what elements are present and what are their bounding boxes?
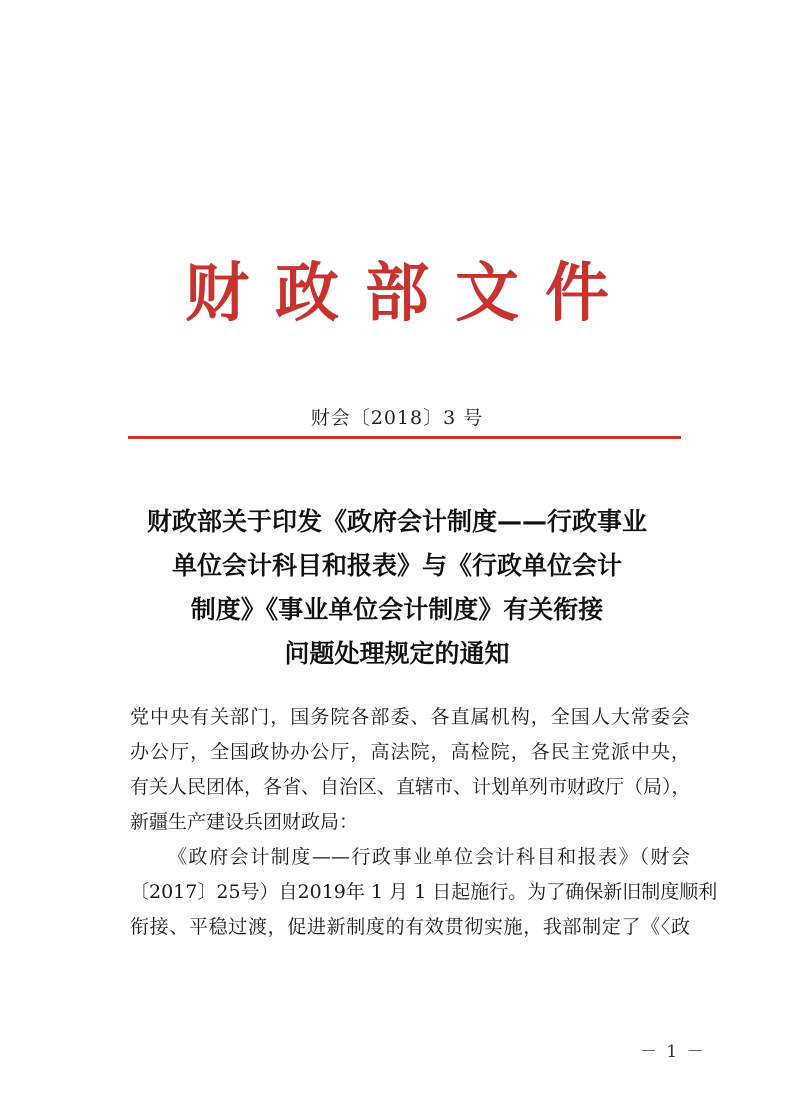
- addressee-line: 有关人民团体，各省、自治区、直辖市、计划单列市财政厅（局），: [130, 776, 691, 798]
- addressee-line: 新疆生产建设兵团财政局：: [130, 811, 359, 833]
- body-text: [130, 700, 718, 945]
- title-line: 问题处理规定的通知: [284, 639, 510, 668]
- title-line: 单位会计科目和报表》与《行政单位会计: [171, 551, 622, 580]
- page-number: － 1 －: [640, 1042, 706, 1062]
- addressee-line: 党中央有关部门，国务院各部委、各直属机构，全国人大常委会: [130, 706, 690, 728]
- paragraph-line: 〔2017〕25号）自2019年 1 月 1 日起施行。为了确保新旧制度顺利: [130, 881, 718, 903]
- paragraph-line: 《政府会计制度——行政事业单位会计科目和报表》（财会: [168, 846, 690, 868]
- document-number: 财会〔2018〕3 号: [310, 407, 484, 429]
- addressee-line: 办公厅，全国政协办公厅，高法院，高检院，各民主党派中央，: [130, 741, 690, 763]
- title-line: 财政部关于印发《政府会计制度——行政事业: [146, 507, 647, 536]
- masthead: 财政部文件: [185, 256, 635, 331]
- title-line: 制度》《事业单位会计制度》有关衔接: [190, 595, 604, 624]
- notice-title: [100, 500, 694, 676]
- paragraph-line: 衔接、平稳过渡，促进新制度的有效贯彻实施，我部制定了《〈政: [130, 916, 690, 938]
- red-separator-line: [128, 436, 681, 439]
